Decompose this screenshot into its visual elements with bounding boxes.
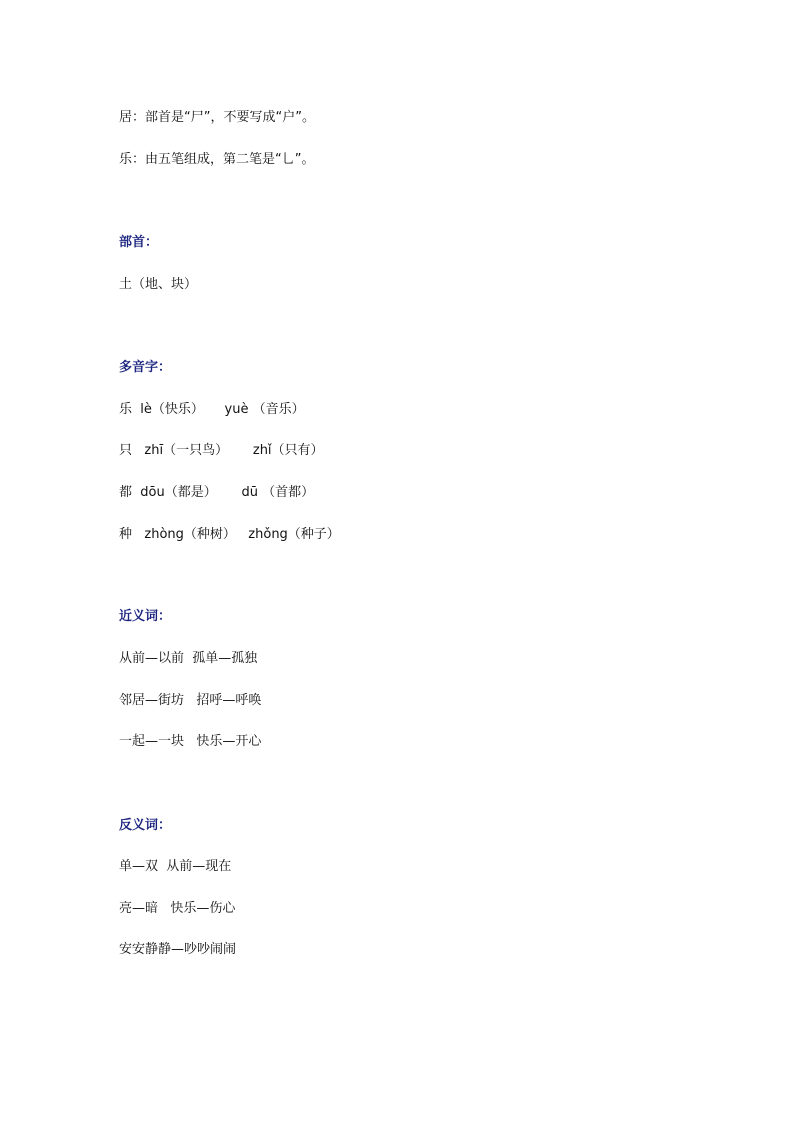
polyphone-item: 都 dōu（都是） dū （首都） xyxy=(119,485,315,500)
antonym-item: 单—双 从前—现在 xyxy=(119,859,232,874)
section-heading-radicals: 部首： xyxy=(119,235,159,250)
section-heading-synonyms: 近义词： xyxy=(119,609,172,624)
radical-item: 土（地、块） xyxy=(119,277,198,292)
section-heading-polyphones: 多音字： xyxy=(119,360,172,375)
synonym-item: 一起—一块 快乐—开心 xyxy=(119,734,262,749)
synonym-item: 从前—以前 孤单—孤独 xyxy=(119,651,258,666)
polyphone-item: 乐 lè（快乐） yuè （音乐） xyxy=(119,402,305,417)
note-line: 居：部首是“尸”，不要写成“户”。 xyxy=(119,110,315,125)
antonym-item: 安安静静—吵吵闹闹 xyxy=(119,942,237,957)
antonym-item: 亮—暗 快乐—伤心 xyxy=(119,901,236,916)
polyphone-item: 只 zhī（一只鸟） zhǐ（只有） xyxy=(119,443,324,458)
section-heading-antonyms: 反义词： xyxy=(119,818,172,833)
synonym-item: 邻居—街坊 招呼—呼唤 xyxy=(119,693,262,708)
note-line: 乐：由五笔组成，第二笔是“乚”。 xyxy=(119,152,315,167)
polyphone-item: 种 zhòng（种树） zhǒng（种子） xyxy=(119,527,340,542)
